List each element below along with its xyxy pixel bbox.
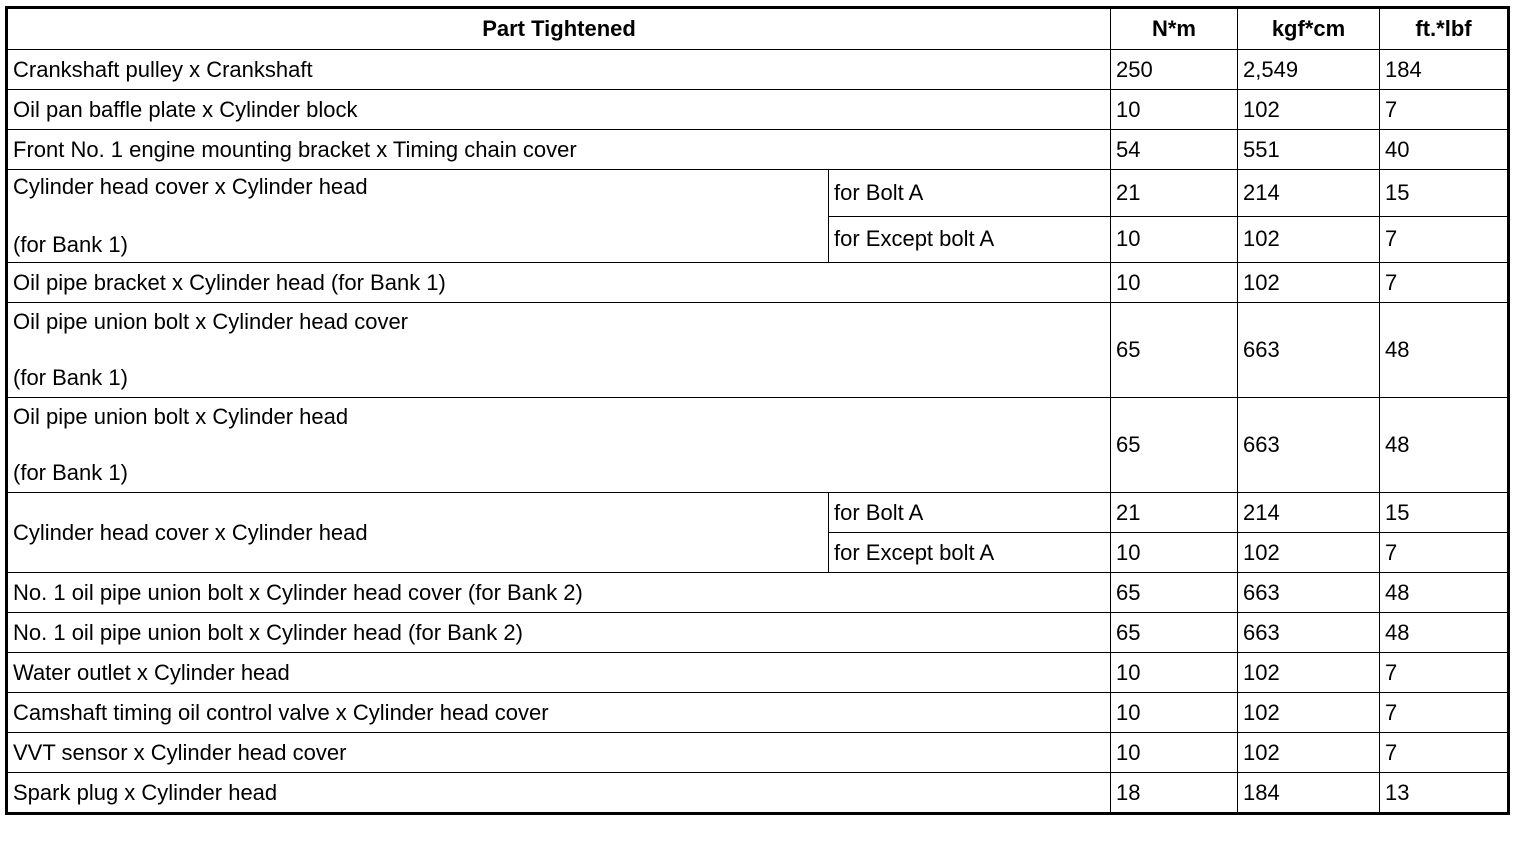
part-cell: Oil pipe bracket x Cylinder head (for Bank 1) <box>7 263 1111 303</box>
kgfcm-cell: 663 <box>1238 573 1380 613</box>
table-row <box>7 493 1509 533</box>
nm-cell: 65 <box>1111 573 1238 613</box>
kgfcm-cell: 663 <box>1238 303 1380 398</box>
part-line: (for Bank 1) <box>13 460 128 485</box>
part-cell: Oil pan baffle plate x Cylinder block <box>7 90 1111 130</box>
table-row <box>7 263 1509 303</box>
ftlbf-cell: 48 <box>1380 613 1509 653</box>
kgfcm-cell: 663 <box>1238 613 1380 653</box>
part-cell <box>7 303 1111 398</box>
bolt-condition-cell: for Bolt A <box>829 493 1111 533</box>
header-row <box>7 8 1509 50</box>
part-cell <box>7 398 1111 493</box>
table-row <box>7 773 1509 814</box>
table-row <box>7 613 1509 653</box>
header-ftlbf: ft.*lbf <box>1380 8 1509 50</box>
ftlbf-cell: 7 <box>1380 653 1509 693</box>
ftlbf-cell: 15 <box>1380 493 1509 533</box>
table-row <box>7 90 1509 130</box>
ftlbf-cell: 184 <box>1380 50 1509 90</box>
kgfcm-cell: 663 <box>1238 398 1380 493</box>
part-line: Oil pipe union bolt x Cylinder head cover <box>13 309 409 334</box>
bolt-condition-cell: for Except bolt A <box>829 216 1111 263</box>
ftlbf-cell: 15 <box>1380 170 1509 217</box>
table-row <box>7 573 1509 613</box>
nm-cell: 10 <box>1111 216 1238 263</box>
part-line: Oil pipe union bolt x Cylinder head <box>13 404 349 429</box>
table-row <box>7 303 1509 398</box>
ftlbf-cell: 13 <box>1380 773 1509 814</box>
nm-cell: 10 <box>1111 733 1238 773</box>
part-cell: VVT sensor x Cylinder head cover <box>7 733 1111 773</box>
bolt-condition-cell: for Bolt A <box>829 170 1111 217</box>
kgfcm-cell: 102 <box>1238 263 1380 303</box>
nm-cell: 65 <box>1111 613 1238 653</box>
table-row <box>7 733 1509 773</box>
nm-cell: 65 <box>1111 303 1238 398</box>
table-row <box>7 653 1509 693</box>
table-row <box>7 130 1509 170</box>
nm-cell: 10 <box>1111 653 1238 693</box>
part-cell: Spark plug x Cylinder head <box>7 773 1111 814</box>
part-cell: Camshaft timing oil control valve x Cylinder head cover <box>7 693 1111 733</box>
nm-cell: 21 <box>1111 493 1238 533</box>
ftlbf-cell: 7 <box>1380 263 1509 303</box>
table-row <box>7 398 1509 493</box>
kgfcm-cell: 102 <box>1238 90 1380 130</box>
ftlbf-cell: 7 <box>1380 733 1509 773</box>
table-row <box>7 50 1509 90</box>
nm-cell: 10 <box>1111 90 1238 130</box>
kgfcm-cell: 214 <box>1238 493 1380 533</box>
kgfcm-cell: 102 <box>1238 653 1380 693</box>
kgfcm-cell: 102 <box>1238 533 1380 573</box>
nm-cell: 10 <box>1111 533 1238 573</box>
kgfcm-cell: 184 <box>1238 773 1380 814</box>
table-row <box>7 170 1509 217</box>
nm-cell: 18 <box>1111 773 1238 814</box>
kgfcm-cell: 214 <box>1238 170 1380 217</box>
part-cell: No. 1 oil pipe union bolt x Cylinder head cover (for Bank 2) <box>7 573 1111 613</box>
header-part-tightened: Part Tightened <box>7 8 1111 50</box>
kgfcm-cell: 2,549 <box>1238 50 1380 90</box>
part-cell: Front No. 1 engine mounting bracket x Timing chain cover <box>7 130 1111 170</box>
part-cell <box>7 170 829 263</box>
part-cell: No. 1 oil pipe union bolt x Cylinder head (for Bank 2) <box>7 613 1111 653</box>
part-cell: Cylinder head cover x Cylinder head <box>7 493 829 573</box>
ftlbf-cell: 40 <box>1380 130 1509 170</box>
ftlbf-cell: 7 <box>1380 533 1509 573</box>
kgfcm-cell: 551 <box>1238 130 1380 170</box>
header-kgfcm: kgf*cm <box>1238 8 1380 50</box>
part-line: (for Bank 1) <box>13 365 128 390</box>
nm-cell: 250 <box>1111 50 1238 90</box>
nm-cell: 10 <box>1111 693 1238 733</box>
ftlbf-cell: 7 <box>1380 90 1509 130</box>
part-cell: Water outlet x Cylinder head <box>7 653 1111 693</box>
nm-cell: 65 <box>1111 398 1238 493</box>
part-line: Cylinder head cover x Cylinder head <box>13 174 368 199</box>
torque-spec-table <box>5 6 1510 815</box>
ftlbf-cell: 7 <box>1380 693 1509 733</box>
nm-cell: 21 <box>1111 170 1238 217</box>
kgfcm-cell: 102 <box>1238 216 1380 263</box>
kgfcm-cell: 102 <box>1238 693 1380 733</box>
ftlbf-cell: 48 <box>1380 398 1509 493</box>
ftlbf-cell: 7 <box>1380 216 1509 263</box>
nm-cell: 10 <box>1111 263 1238 303</box>
bolt-condition-cell: for Except bolt A <box>829 533 1111 573</box>
nm-cell: 54 <box>1111 130 1238 170</box>
header-nm: N*m <box>1111 8 1238 50</box>
ftlbf-cell: 48 <box>1380 573 1509 613</box>
table-row <box>7 693 1509 733</box>
part-line: (for Bank 1) <box>13 232 128 257</box>
part-cell: Crankshaft pulley x Crankshaft <box>7 50 1111 90</box>
kgfcm-cell: 102 <box>1238 733 1380 773</box>
ftlbf-cell: 48 <box>1380 303 1509 398</box>
